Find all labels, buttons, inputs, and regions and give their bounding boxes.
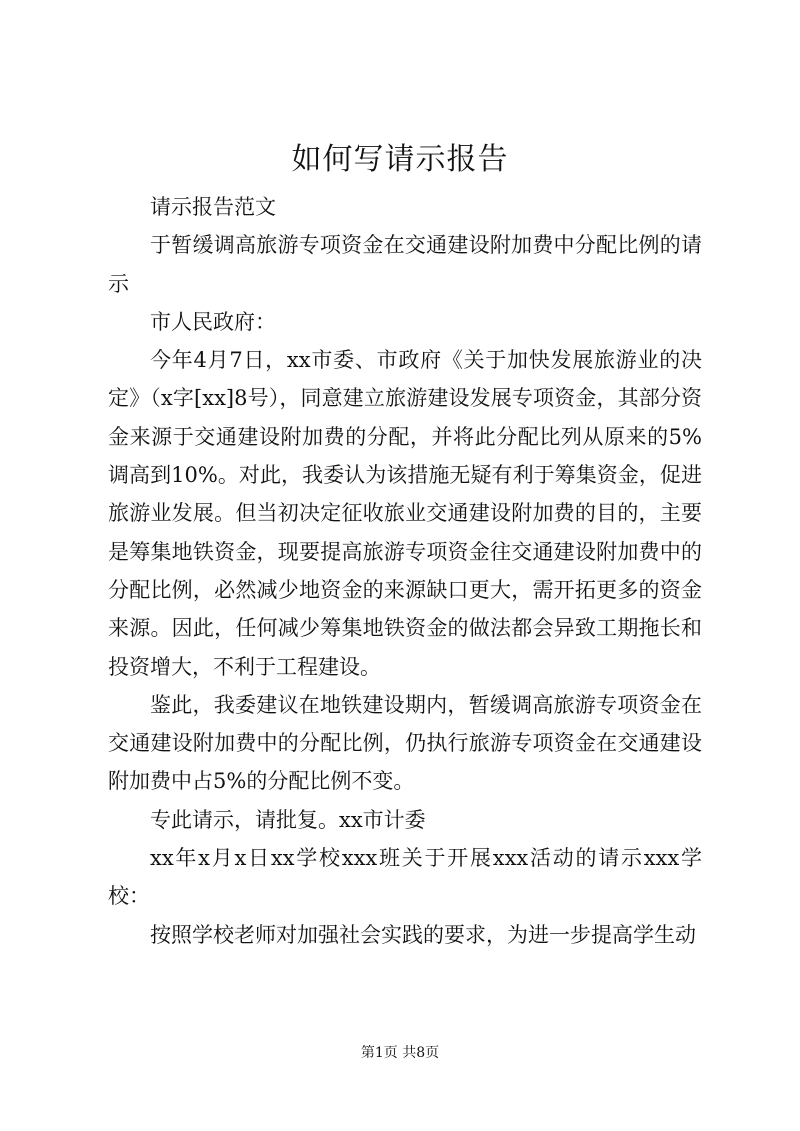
paragraph-second-body: 按照学校老师对加强社会实践的要求，为进一步提高学生动 bbox=[150, 922, 696, 947]
paragraph-subtitle: 请示报告范文 bbox=[150, 195, 276, 219]
page-number-footer: 第1页 共8页 bbox=[360, 1045, 440, 1061]
document-body bbox=[108, 188, 702, 954]
paragraph-second-request: xx年x月x日xx学校xxx班关于开展xxx活动的请示xxx学校： bbox=[108, 846, 702, 909]
paragraph-main: 今年4月7日，xx市委、市政府《关于加快发展旅游业的决定》（x字[xx]8号），同意建立旅游建设发展专项资金，其部分资金来源于交通建设附加费的分配，并将此分配比列从原来的5%调高到10%。对此，我委认为该措施无疑有利于筹集资金，促进旅游业发展。但当初决定征收旅业交通建设附加费的目的，主要是筹集地铁资金，现要提高旅游专项资金往交通建设附加费中的分配比例，必然减少地资金的来源缺口更大，需开拓更多的资金来源。因此，任何减少筹集地铁资金的做法都会异致工期拖长和投资增大，不利于工程建设。 bbox=[108, 348, 702, 679]
document-title: 如何写请示报告 bbox=[291, 142, 509, 177]
paragraph-addressee: 市人民政府： bbox=[150, 309, 276, 334]
paragraph-suggestion: 鉴此，我委建议在地铁建设期内，暂缓调高旅游专项资金在交通建设附加费中的分配比例，仍执行旅游专项资金在交通建设附加费中占5%的分配比例不变。 bbox=[108, 692, 702, 794]
paragraph-request-title: 于暂缓调高旅游专项资金在交通建设附加费中分配比例的请示 bbox=[108, 233, 702, 296]
paragraph-closing: 专此请示，请批复。xx市计委 bbox=[150, 807, 426, 832]
